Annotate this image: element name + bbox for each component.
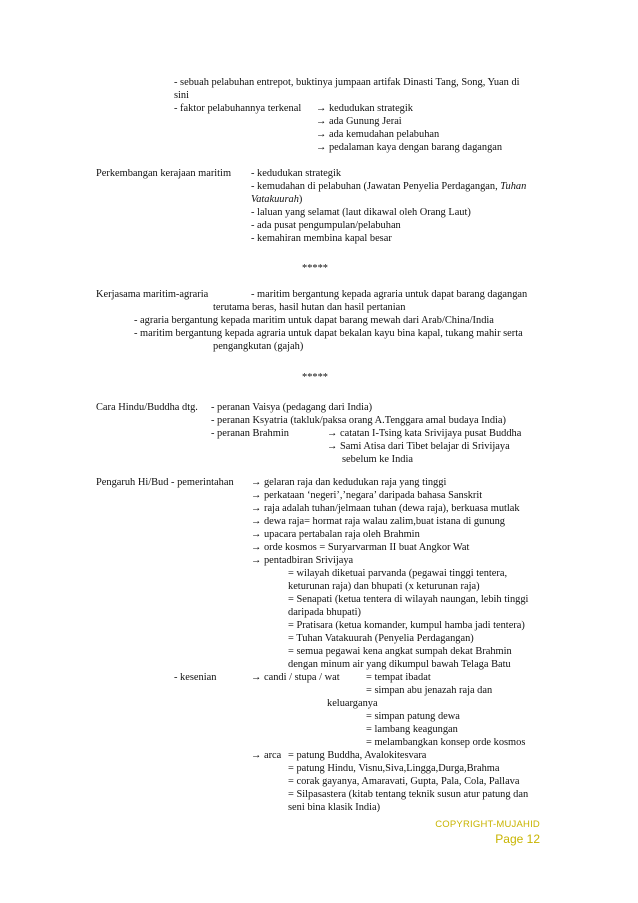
arrow-item: → perkataan ‘negeri’,’negara’ daripada bahasa Sanskrit — [251, 490, 483, 501]
arrow-item: → catatan I-Tsing kata Srivijaya pusat Buddha — [327, 428, 522, 439]
text-line: = Silpasastera (kitab tentang teknik susun atur patung dan — [288, 789, 529, 800]
text-line: = simpan patung dewa — [366, 711, 460, 722]
list-item: - kemudahan di pelabuhan (Jawatan Penyelia Perdagangan, Tuhan — [251, 181, 527, 192]
list-item: - peranan Brahmin — [211, 428, 289, 439]
list-item: Vatakuurah) — [251, 194, 303, 205]
list-item: - ada pusat pengumpulan/pelabuhan — [251, 220, 401, 231]
text-line: = patung Buddha, Avalokitesvara — [288, 750, 427, 761]
list-item: - peranan Vaisya (pedagang dari India) — [211, 402, 373, 413]
arrow-item: → orde kosmos = Suryarvarman II buat Angkor Wat — [251, 542, 470, 553]
arrow-item: → upacara pertabalan raja oleh Brahmin — [251, 529, 420, 540]
arrow-item: → pedalaman kaya dengan barang dagangan — [316, 142, 503, 153]
arrow-item: → dewa raja= hormat raja walau zalim,buat istana di gunung — [251, 516, 505, 527]
list-item: - laluan yang selamat (laut dikawal oleh Orang Laut) — [251, 207, 471, 218]
arrow-item: → candi / stupa / wat — [251, 672, 340, 683]
subsection-label: - kesenian — [174, 672, 217, 683]
arrow-item: → ada kemudahan pelabuhan — [316, 129, 440, 140]
section-heading: Kerjasama maritim-agraria — [96, 289, 209, 300]
text-line: = lambang keagungan — [366, 724, 458, 735]
separator: ***** — [302, 372, 328, 383]
text-line: - faktor pelabuhannya terkenal — [174, 103, 302, 114]
text-line: - sebuah pelabuhan entrepot, buktinya jumpaan artifak Dinasti Tang, Song, Yuan di — [174, 77, 520, 88]
text-line: = melambangkan konsep orde kosmos — [366, 737, 526, 748]
text-line: sini — [174, 90, 190, 101]
list-item: - kedudukan strategik — [251, 168, 342, 179]
text-line: daripada bhupati) — [288, 607, 361, 618]
text-line: = simpan abu jenazah raja dan — [366, 685, 493, 696]
text-line: keturunan raja) dan bhupati (x keturunan raja) — [288, 581, 480, 592]
arrow-item: → ada Gunung Jerai — [316, 116, 402, 127]
text-line: keluarganya — [327, 698, 378, 709]
arrow-item: → arca — [251, 750, 282, 761]
page-number: Page 12 — [495, 832, 540, 846]
text-line: = wilayah diketuai parvanda (pegawai tinggi tentera, — [288, 568, 508, 579]
text-line: = patung Hindu, Visnu,Siva,Lingga,Durga,Brahma — [288, 763, 500, 774]
text-line: seni bina klasik India) — [288, 802, 381, 813]
copyright-footer: COPYRIGHT-MUJAHID — [435, 819, 540, 830]
section-heading: Cara Hindu/Buddha dtg. — [96, 402, 198, 413]
text-line: = Pratisara (ketua komander, kumpul hamba jadi tentera) — [288, 620, 525, 631]
arrow-item: → kedudukan strategik — [316, 103, 413, 114]
list-item: - kemahiran membina kapal besar — [251, 233, 392, 244]
text-line: = tempat ibadat — [366, 672, 431, 683]
text-line: = corak gayanya, Amaravati, Gupta, Pala, Cola, Pallava — [288, 776, 520, 787]
text-line: = semua pegawai kena angkat sumpah dekat Brahmin — [288, 646, 512, 657]
text-line: terutama beras, hasil hutan dan hasil pertanian — [213, 302, 406, 313]
text-line: sebelum ke India — [342, 454, 413, 465]
list-item: - peranan Ksyatria (takluk/paksa orang A.Tenggara amal budaya India) — [211, 415, 506, 426]
section-heading: Pengaruh Hi/Bud - pemerintahan — [96, 477, 234, 488]
arrow-item: → gelaran raja dan kedudukan raja yang tinggi — [251, 477, 447, 488]
text-line: pengangkutan (gajah) — [213, 341, 304, 352]
section-heading: Perkembangan kerajaan maritim — [96, 168, 232, 179]
text-line: = Senapati (ketua tentera di wilayah naungan, lebih tinggi — [288, 594, 529, 605]
arrow-item: → Sami Atisa dari Tibet belajar di Srivijaya — [327, 441, 510, 452]
text-line: dengan minum air yang dikumpul bawah Telaga Batu — [288, 659, 511, 670]
text-line: - maritim bergantung kepada agraria untuk dapat bekalan kayu bina kapal, tukang mahir serta — [134, 328, 523, 339]
text-line: = Tuhan Vatakuurah (Penyelia Perdagangan) — [288, 633, 474, 644]
arrow-item: → pentadbiran Srivijaya — [251, 555, 354, 566]
text-line: - agraria bergantung kepada maritim untuk dapat barang mewah dari Arab/China/India — [134, 315, 494, 326]
arrow-item: → raja adalah tuhan/jelmaan tuhan (dewa raja), berkuasa mutlak — [251, 503, 520, 514]
text-line: - maritim bergantung kepada agraria untuk dapat barang dagangan — [251, 289, 528, 300]
separator: ***** — [302, 263, 328, 274]
